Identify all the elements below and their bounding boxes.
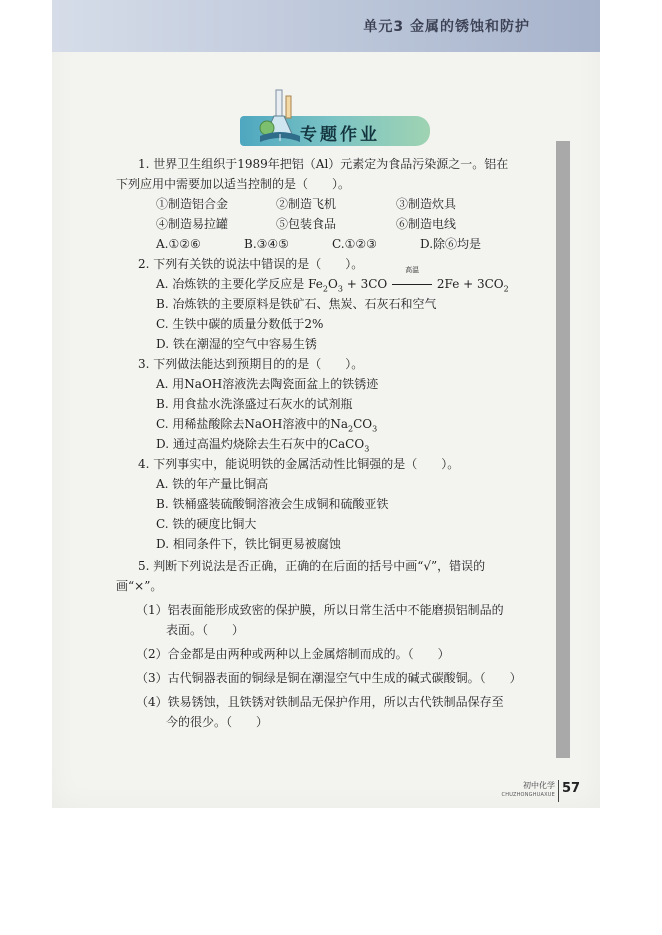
q3-stem: 3. 下列做法能达到预期目的的是（ ）。 — [138, 357, 364, 371]
q5-s1-line1: （1）铝表面能形成致密的保护膜，所以日常生活中不能磨损铝制品的 — [136, 603, 504, 617]
q3-option-d — [116, 434, 548, 454]
q4-stem: 4. 下列事实中，能说明铁的金属活动性比铜强的是（ ）。 — [138, 457, 460, 471]
q2-option-c: C. 生铁中碳的质量分数低于2% — [156, 317, 324, 331]
q1-choices — [116, 234, 548, 254]
reaction-condition: 高温 — [405, 266, 420, 274]
q1-items-row1 — [116, 194, 548, 214]
q5-s3: （3）古代铜器表面的铜绿是铜在潮湿空气中生成的碱式碳酸铜。（ ） — [136, 671, 522, 685]
q4-option-d: D. 相同条件下，铁比铜更易被腐蚀 — [156, 537, 341, 551]
q5-s2: （2）合金都是由两种或两种以上金属熔制而成的。（ ） — [136, 647, 450, 661]
flask-book-icon — [256, 88, 304, 146]
section-title: 专题作业 — [300, 125, 380, 145]
subscript: 2 — [348, 424, 354, 434]
q5-s4-line1: （4）铁易锈蚀，且铁锈对铁制品无保护作用，所以古代铁制品保存至 — [136, 695, 504, 709]
q1-item: ⑥制造电线 — [396, 217, 457, 231]
q5-line1: 5. 判断下列说法是否正确，正确的在后面的括号中画“√”，错误的 — [138, 559, 486, 573]
q2-option-b: B. 冶炼铁的主要原料是铁矿石、焦炭、石灰石和空气 — [156, 297, 437, 311]
q5-line2: 画“×”。 — [116, 579, 163, 593]
q3-c-text: CO — [353, 417, 373, 431]
q1-item: ②制造飞机 — [276, 197, 337, 211]
exercise-content — [116, 154, 548, 732]
footer-pinyin: CHUZHONGHUAXUE — [501, 792, 555, 798]
q1-line1: 1. 世界卫生组织于1989年把铝（Al）元素定为食品污染源之一。铝在 — [138, 157, 509, 171]
q2-a-text: A. 冶炼铁的主要化学反应是 Fe — [156, 277, 323, 291]
q5-s4-line2: 今的很少。（ ） — [166, 715, 269, 729]
subscript: 3 — [372, 424, 378, 434]
footer-subject: 初中化学 — [523, 781, 555, 790]
q1-item: ①制造铝合金 — [156, 197, 229, 211]
q1-choice-d: D.除⑥均是 — [420, 237, 482, 251]
q2-option-a — [116, 266, 548, 294]
q3-option-c — [116, 414, 548, 434]
q2-stem: 2. 下列有关铁的说法中错误的是（ ）。 — [138, 257, 364, 271]
footer-divider — [558, 780, 559, 802]
q1-item: ③制造炊具 — [396, 197, 457, 211]
q3-option-b: B. 用食盐水洗涤盛过石灰水的试剂瓶 — [156, 397, 353, 411]
subscript: 3 — [364, 444, 370, 454]
q2-a-text: 2Fe + 3CO — [433, 277, 504, 291]
subscript: 2 — [322, 284, 328, 294]
q1-choice-b: B.③④⑤ — [244, 237, 289, 251]
q1-item: ④制造易拉罐 — [156, 217, 229, 231]
sidebar-bar — [556, 141, 570, 758]
q1-items-row2 — [116, 214, 548, 234]
q2-a-text: O — [327, 277, 338, 291]
q3-d-text: D. 通过高温灼烧除去生石灰中的CaCO — [156, 437, 365, 451]
q2-a-text: + 3CO — [342, 277, 392, 291]
q4-option-b: B. 铁桶盛装硫酸铜溶液会生成铜和硫酸亚铁 — [156, 497, 389, 511]
subscript: 3 — [337, 284, 343, 294]
q1-item: ⑤包装食品 — [276, 217, 337, 231]
q4-option-a: A. 铁的年产量比铜高 — [156, 477, 269, 491]
q5-s1-line2: 表面。（ ） — [166, 623, 245, 637]
subscript: 2 — [503, 284, 509, 294]
q2-option-d: D. 铁在潮湿的空气中容易生锈 — [156, 337, 317, 351]
q3-option-a: A. 用NaOH溶液洗去陶瓷面盆上的铁锈迹 — [156, 377, 379, 391]
unit-title: 单元3 金属的锈蚀和防护 — [363, 19, 530, 35]
q1-line2: 下列应用中需要加以适当控制的是（ ）。 — [116, 177, 351, 191]
page-number: 57 — [562, 781, 581, 796]
q3-c-text: C. 用稀盐酸除去NaOH溶液中的Na — [156, 417, 348, 431]
reaction-arrow — [391, 266, 433, 294]
q1-choice-c: C.①②③ — [332, 237, 377, 251]
q4-option-c: C. 铁的硬度比铜大 — [156, 517, 257, 531]
q1-choice-a: A.①②⑥ — [156, 237, 201, 251]
